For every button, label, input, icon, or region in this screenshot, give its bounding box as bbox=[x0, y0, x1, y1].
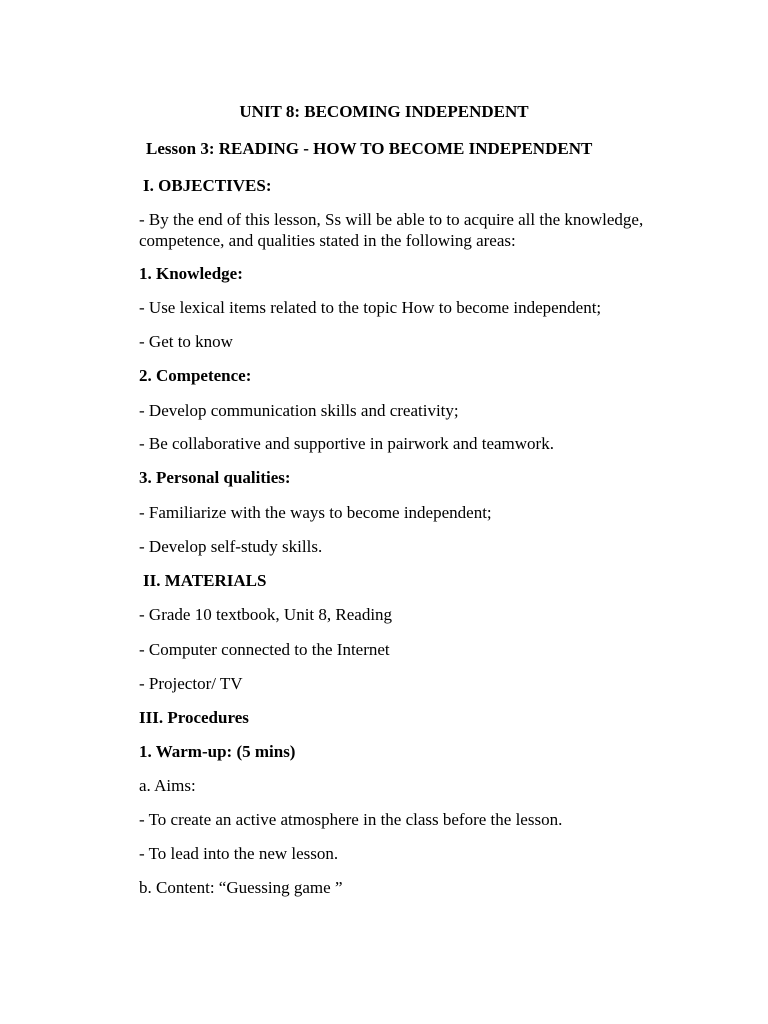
objectives-heading: I. OBJECTIVES: bbox=[143, 176, 272, 195]
knowledge-item: - Use lexical items related to the topic How to become independent; bbox=[139, 298, 602, 317]
materials-item: - Grade 10 textbook, Unit 8, Reading bbox=[139, 605, 393, 624]
competence-item: - Develop communication skills and creativity; bbox=[139, 401, 459, 420]
content-line: b. Content: “Guessing game ” bbox=[139, 878, 343, 897]
materials-item: - Projector/ TV bbox=[139, 674, 243, 693]
qualities-item: - Develop self-study skills. bbox=[139, 537, 323, 556]
qualities-item: - Familiarize with the ways to become independent; bbox=[139, 503, 492, 522]
unit-title: UNIT 8: BECOMING INDEPENDENT bbox=[239, 102, 529, 121]
knowledge-heading: 1. Knowledge: bbox=[139, 264, 243, 283]
competence-item: - Be collaborative and supportive in pairwork and teamwork. bbox=[139, 434, 554, 453]
lesson-title: Lesson 3: READING - HOW TO BECOME INDEPENDENT bbox=[146, 139, 593, 158]
materials-heading: II. MATERIALS bbox=[143, 571, 267, 590]
procedures-heading: III. Procedures bbox=[139, 708, 249, 727]
knowledge-item: - Get to know bbox=[139, 332, 233, 351]
materials-item: - Computer connected to the Internet bbox=[139, 640, 390, 659]
qualities-heading: 3. Personal qualities: bbox=[139, 468, 291, 487]
aims-label: a. Aims: bbox=[139, 776, 196, 795]
aims-item: - To create an active atmosphere in the class before the lesson. bbox=[139, 810, 563, 829]
competence-heading: 2. Competence: bbox=[139, 366, 252, 385]
aims-item: - To lead into the new lesson. bbox=[139, 844, 339, 863]
warmup-heading: 1. Warm-up: (5 mins) bbox=[139, 742, 296, 761]
objectives-intro: - By the end of this lesson, Ss will be able to to acquire all the knowledge, competence, and qualities stated in the following areas: bbox=[139, 210, 644, 250]
